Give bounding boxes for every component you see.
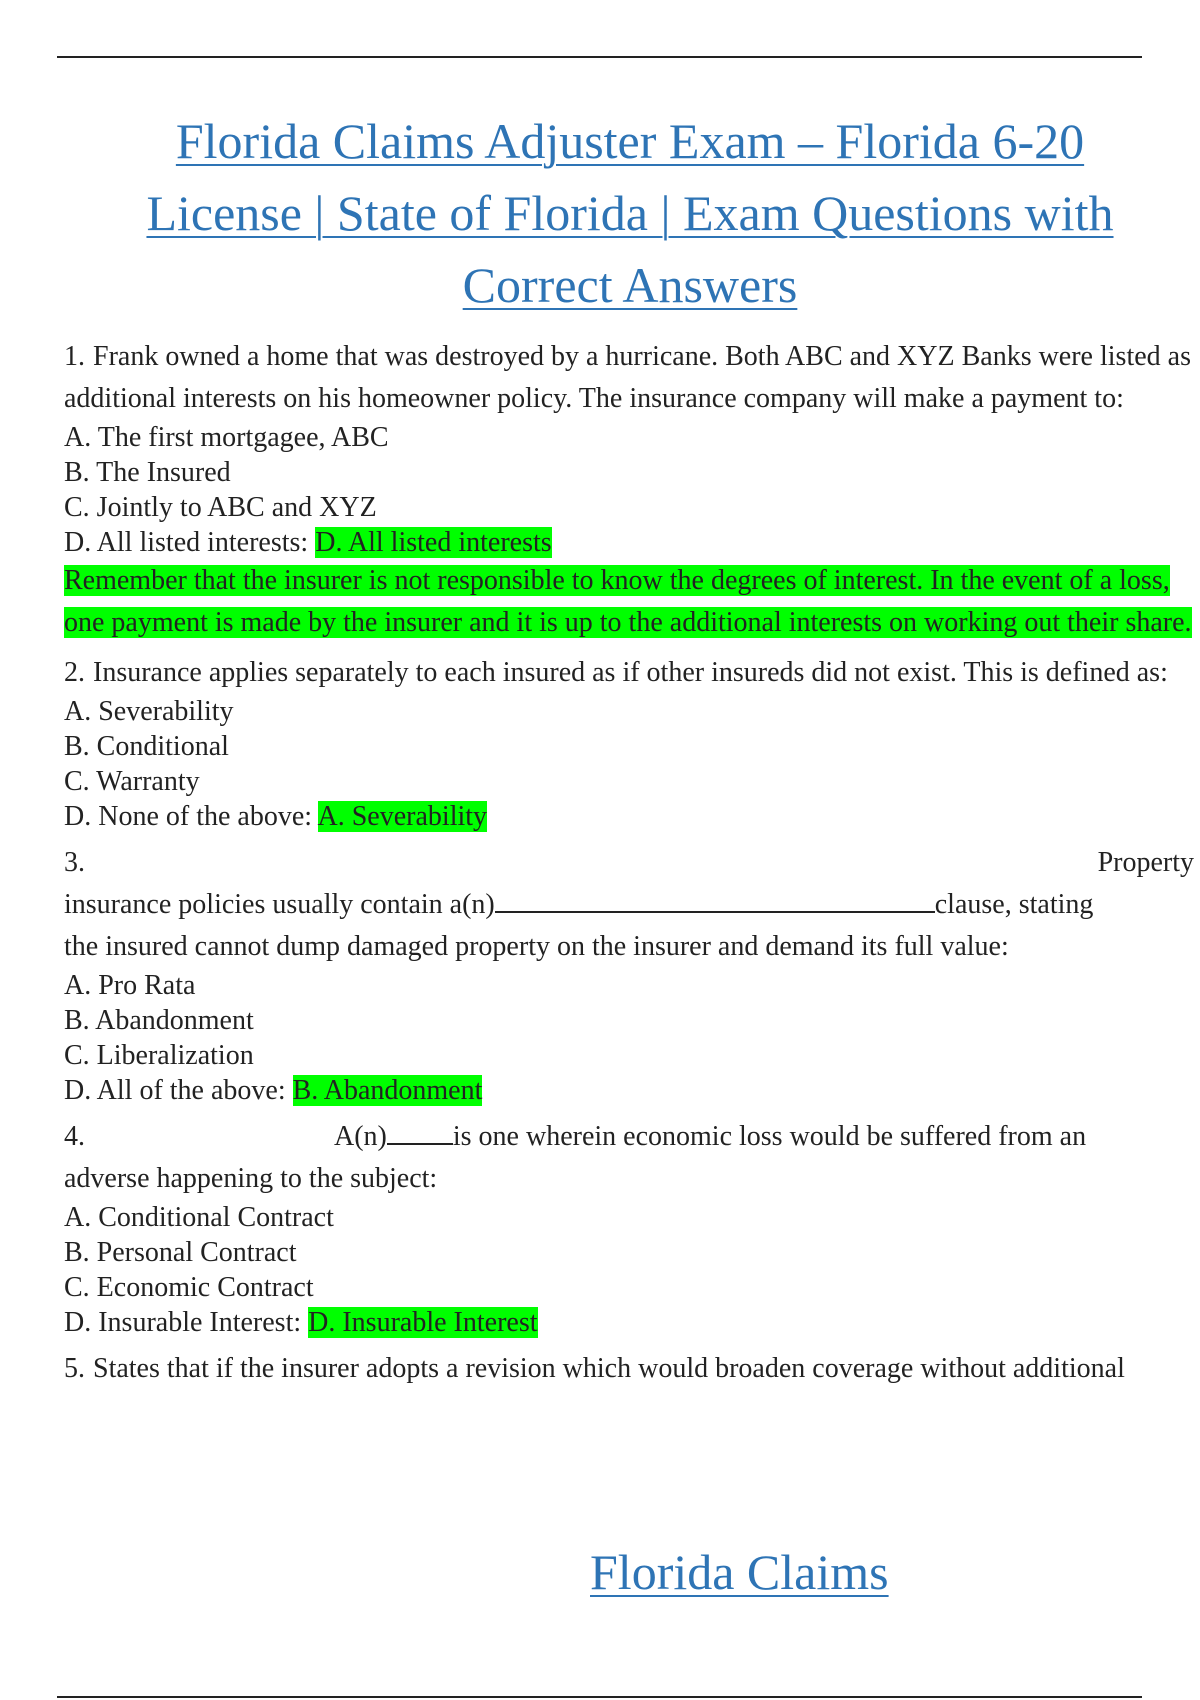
question-number: 5. bbox=[64, 1353, 85, 1384]
question-number: 4. bbox=[64, 1121, 85, 1152]
option-d: D. All of the above: bbox=[64, 1075, 286, 1106]
fill-in-blank bbox=[387, 1117, 453, 1145]
question-text-rest: the insured cannot dump damaged property on the insurer and demand its full value: bbox=[64, 931, 1009, 962]
option-b: B. Abandonment bbox=[64, 1005, 254, 1036]
question-5 bbox=[64, 1348, 1194, 1390]
question-4 bbox=[64, 1116, 1194, 1340]
option-a: A. Conditional Contract bbox=[64, 1202, 334, 1233]
question-list bbox=[64, 336, 1194, 1390]
option-a: A. Severability bbox=[64, 696, 234, 727]
option-a: A. Pro Rata bbox=[64, 970, 196, 1001]
answer-highlight: D. All listed interests bbox=[315, 527, 552, 558]
question-text-rest: adverse happening to the subject: bbox=[64, 1163, 438, 1194]
option-c: C. Jointly to ABC and XYZ bbox=[64, 492, 377, 523]
question-text-prefix: insurance policies usually contain a(n) bbox=[64, 889, 495, 920]
bottom-rule bbox=[57, 1696, 1142, 1698]
option-c: C. Warranty bbox=[64, 766, 200, 797]
question-text-suffix: clause, stating bbox=[934, 889, 1094, 920]
option-b: B. Personal Contract bbox=[64, 1237, 297, 1268]
question-text: States that if the insurer adopts a revision which would broaden coverage without additional bbox=[93, 1353, 1125, 1384]
question-2 bbox=[64, 652, 1194, 834]
fill-in-blank bbox=[495, 885, 935, 913]
option-c: C. Liberalization bbox=[64, 1040, 254, 1071]
option-a: A. The first mortgagee, ABC bbox=[64, 422, 389, 453]
question-text: Frank owned a home that was destroyed by a hurricane. Both ABC and XYZ Banks were listed as additional interests on his homeowner policy. The insurance company will make a payment to: bbox=[64, 341, 1191, 414]
top-rule bbox=[57, 56, 1142, 58]
option-b: B. The Insured bbox=[64, 457, 231, 488]
question-1 bbox=[64, 336, 1194, 644]
answer-highlight: D. Insurable Interest bbox=[308, 1307, 538, 1338]
question-text-suffix: is one wherein economic loss would be suffered from an bbox=[452, 1121, 1087, 1152]
question-number: 2. bbox=[64, 657, 85, 688]
option-d: D. All listed interests: bbox=[64, 527, 309, 558]
option-c: C. Economic Contract bbox=[64, 1272, 314, 1303]
answer-highlight: B. Abandonment bbox=[292, 1075, 483, 1106]
title-line-2: License | State of Florida | Exam Questions with bbox=[146, 185, 1114, 241]
answer-highlight: A. Severability bbox=[317, 801, 488, 832]
option-d: D. None of the above: bbox=[64, 801, 313, 832]
question-text-prefix: A(n) bbox=[334, 1121, 387, 1152]
document-title bbox=[90, 105, 1170, 321]
option-d: D. Insurable Interest: bbox=[64, 1307, 302, 1338]
answer-explanation: Remember that the insurer is not responsible to know the degrees of interest. In the event of a loss, one payment is made by the insurer and it is up to the additional interests on working out their share. bbox=[64, 565, 1192, 638]
question-number: 3. bbox=[64, 847, 85, 878]
title-line-3: Correct Answers bbox=[462, 257, 798, 313]
question-text: Insurance applies separately to each insured as if other insureds did not exist. This is defined as: bbox=[93, 657, 1168, 688]
question-number: 1. bbox=[64, 341, 85, 372]
question-text-head: Property bbox=[1097, 847, 1194, 878]
title-line-1: Florida Claims Adjuster Exam – Florida 6-20 bbox=[175, 113, 1085, 169]
footer-title: Florida Claims bbox=[590, 1544, 889, 1600]
option-b: B. Conditional bbox=[64, 731, 229, 762]
question-3 bbox=[64, 842, 1194, 1108]
